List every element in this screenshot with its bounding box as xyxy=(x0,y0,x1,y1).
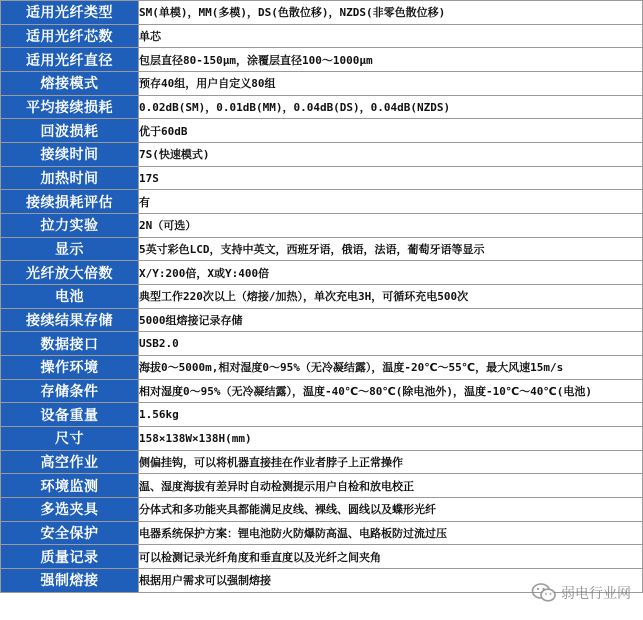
spec-value: 海拔0～5000m,相对湿度0～95%（无冷凝结露），温度-20℃～55℃，最大风速15m/s xyxy=(139,356,643,380)
spec-label: 回波损耗 xyxy=(1,119,139,143)
spec-value: 有 xyxy=(139,190,643,214)
table-row xyxy=(1,308,643,332)
table-row xyxy=(1,214,643,238)
table-row xyxy=(1,48,643,72)
spec-label: 存储条件 xyxy=(1,379,139,403)
table-row xyxy=(1,356,643,380)
wechat-icon xyxy=(531,582,557,604)
spec-label: 熔接模式 xyxy=(1,72,139,96)
spec-label: 安全保护 xyxy=(1,521,139,545)
spec-value: 2N（可选） xyxy=(139,214,643,238)
spec-table-body xyxy=(1,1,643,593)
table-row xyxy=(1,143,643,167)
spec-value: 包层直径80-150μm，涂覆层直径100～1000μm xyxy=(139,48,643,72)
spec-value: 温、湿度海拔有差异时自动检测提示用户自检和放电校正 xyxy=(139,474,643,498)
spec-value: 可以检测记录光纤角度和垂直度以及光纤之间夹角 xyxy=(139,545,643,569)
spec-label: 接续结果存储 xyxy=(1,308,139,332)
table-row xyxy=(1,24,643,48)
spec-label: 数据接口 xyxy=(1,332,139,356)
table-row xyxy=(1,521,643,545)
spec-label: 平均接续损耗 xyxy=(1,95,139,119)
table-row xyxy=(1,379,643,403)
spec-label: 接续损耗评估 xyxy=(1,190,139,214)
spec-label: 电池 xyxy=(1,285,139,309)
spec-label: 加热时间 xyxy=(1,166,139,190)
spec-value: 5英寸彩色LCD，支持中英文，西班牙语，俄语，法语，葡萄牙语等显示 xyxy=(139,237,643,261)
spec-label: 强制熔接 xyxy=(1,569,139,593)
spec-label: 适用光纤类型 xyxy=(1,1,139,25)
table-row xyxy=(1,72,643,96)
spec-value: 电器系统保护方案：锂电池防火防爆防高温、电路板防过流过压 xyxy=(139,521,643,545)
spec-label: 质量记录 xyxy=(1,545,139,569)
spec-value: 优于60dB xyxy=(139,119,643,143)
spec-value: 根据用户需求可以强制熔接 xyxy=(139,569,643,593)
spec-label: 环境监测 xyxy=(1,474,139,498)
table-row xyxy=(1,119,643,143)
table-row xyxy=(1,545,643,569)
spec-value: 1.56kg xyxy=(139,403,643,427)
table-row xyxy=(1,95,643,119)
table-row xyxy=(1,450,643,474)
watermark xyxy=(531,582,631,604)
spec-label: 高空作业 xyxy=(1,450,139,474)
spec-label: 适用光纤直径 xyxy=(1,48,139,72)
spec-value: 0.02dB(SM)，0.01dB(MM)，0.04dB(DS)，0.04dB(NZDS) xyxy=(139,95,643,119)
table-row xyxy=(1,166,643,190)
spec-label: 光纤放大倍数 xyxy=(1,261,139,285)
spec-value: 7S(快速模式) xyxy=(139,143,643,167)
table-row xyxy=(1,474,643,498)
spec-label: 接续时间 xyxy=(1,143,139,167)
spec-label: 操作环境 xyxy=(1,356,139,380)
spec-label: 显示 xyxy=(1,237,139,261)
table-row xyxy=(1,498,643,522)
spec-value: 17S xyxy=(139,166,643,190)
spec-label: 设备重量 xyxy=(1,403,139,427)
table-row xyxy=(1,1,643,25)
spec-value: SM(单模)，MM(多模)，DS(色散位移)，NZDS(非零色散位移) xyxy=(139,1,643,25)
spec-value: 单芯 xyxy=(139,24,643,48)
table-row xyxy=(1,190,643,214)
spec-label: 适用光纤芯数 xyxy=(1,24,139,48)
spec-value: 预存40组，用户自定义80组 xyxy=(139,72,643,96)
spec-value: 158×138W×138H(mm) xyxy=(139,427,643,451)
spec-label: 尺寸 xyxy=(1,427,139,451)
watermark-text: 弱电行业网 xyxy=(561,586,631,602)
spec-value: X/Y:200倍，X或Y:400倍 xyxy=(139,261,643,285)
table-row xyxy=(1,332,643,356)
table-row xyxy=(1,403,643,427)
spec-label: 多选夹具 xyxy=(1,498,139,522)
spec-value: 分体式和多功能夹具都能满足皮线、裸线、圆线以及蝶形光纤 xyxy=(139,498,643,522)
table-row xyxy=(1,261,643,285)
table-row xyxy=(1,427,643,451)
spec-label: 拉力实验 xyxy=(1,214,139,238)
spec-value: 典型工作220次以上（熔接/加热），单次充电3H，可循环充电500次 xyxy=(139,285,643,309)
spec-value: 侧偏挂钩，可以将机器直接挂在作业者脖子上正常操作 xyxy=(139,450,643,474)
spec-value: 5000组熔接记录存储 xyxy=(139,308,643,332)
spec-value: USB2.0 xyxy=(139,332,643,356)
table-row xyxy=(1,237,643,261)
spec-value: 相对湿度0～95%（无冷凝结露），温度-40℃～80℃(除电池外)，温度-10℃～40℃(电池) xyxy=(139,379,643,403)
table-row xyxy=(1,285,643,309)
